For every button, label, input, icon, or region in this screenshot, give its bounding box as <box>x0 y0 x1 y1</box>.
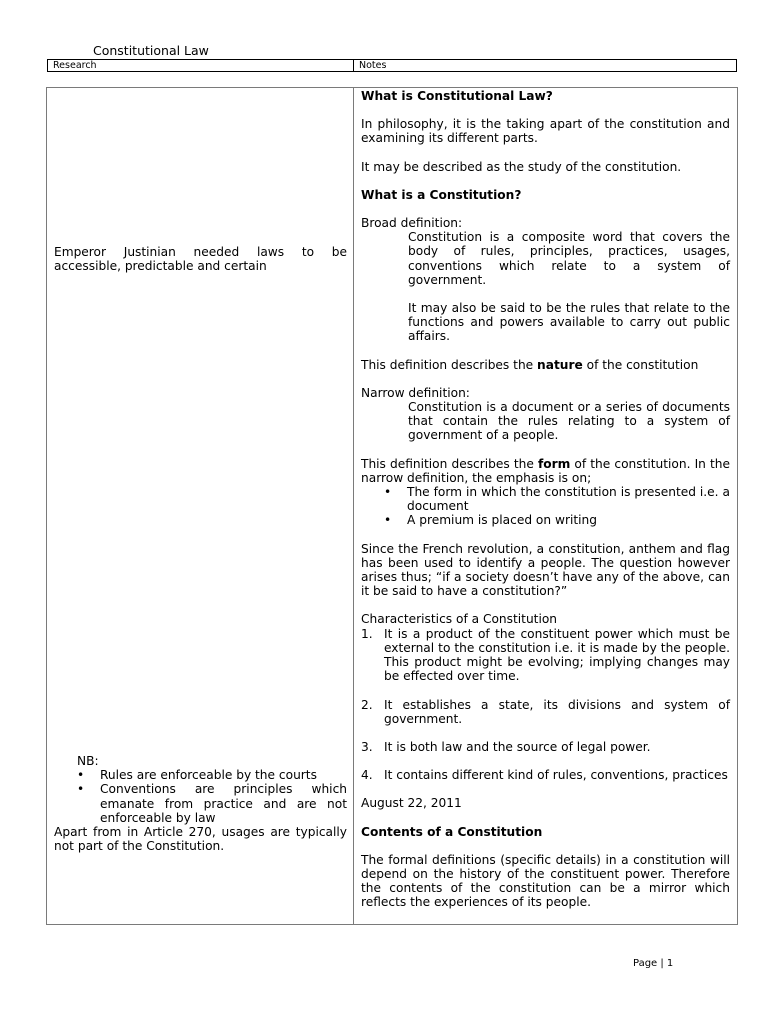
characteristics-label: Characteristics of a Constitution <box>361 612 558 627</box>
paragraph: The formal definitions (specific details) in a constitution will depend on the history of the constituent power. Therefore the contents of the constitution can be a mirror which reflects the experiences of its people. <box>361 852 730 910</box>
nb-list <box>54 768 347 825</box>
form-pre: This definition describes the <box>361 456 538 471</box>
document-title: Constitutional Law <box>93 43 209 58</box>
list-item <box>361 698 730 726</box>
list-item: • Conventions are principles which emanate from practice and are not enforceable by law <box>54 782 347 825</box>
list-text: It establishes a state, its divisions and system of government. <box>384 697 730 726</box>
list-item <box>361 627 730 684</box>
broad-definition-text: Constitution is a composite word that covers the body of rules, principles, practices, usages, conventions which relate to a system of government. <box>408 230 730 287</box>
list-text: It contains different kind of rules, conventions, practices <box>384 768 728 783</box>
nature-pre: This definition describes the <box>361 357 538 372</box>
list-text: It is a product of the constituent power which must be external to the constitution i.e. it is made by the people. This product might be evolving; implying changes may be effected over time. <box>384 626 730 684</box>
nature-word: nature <box>537 357 583 372</box>
heading-what-is-a-constitution: What is a Constitution? <box>361 187 522 202</box>
list-item <box>361 768 730 782</box>
narrow-definition-text: Constitution is a document or a series of documents that contain the rules relating to a system of government of a people. <box>408 400 730 443</box>
form-paragraph <box>361 457 730 485</box>
list-number: 1. <box>361 626 373 641</box>
heading-contents-of-a-constitution: Contents of a Constitution <box>361 824 543 839</box>
list-number: 2. <box>361 697 373 712</box>
list-item: • Rules are enforceable by the courts <box>54 768 347 782</box>
date-line: August 22, 2011 <box>361 796 462 811</box>
list-text: It is both law and the source of legal power. <box>384 739 651 754</box>
list-item: • The form in which the constitution is presented i.e. a document <box>361 485 730 513</box>
usages-note: Apart from in Article 270, usages are typically not part of the Constitution. <box>54 825 347 854</box>
broad-definition-label: Broad definition: <box>361 216 463 231</box>
notes-table <box>46 87 738 925</box>
research-column-header: Research <box>48 60 354 71</box>
narrow-definition-label: Narrow definition: <box>361 385 470 400</box>
form-list <box>361 485 730 528</box>
french-revolution-paragraph: Since the French revolution, a constitution, anthem and flag has been used to identify a people. The question however arises thus; “if a society doesn’t have any of the above, can it be said to have a constitution?” <box>361 541 730 599</box>
column-header-table <box>47 59 737 72</box>
form-word: form <box>537 456 571 471</box>
list-item <box>361 740 730 754</box>
research-column <box>47 88 353 924</box>
paragraph: It may be described as the study of the constitution. <box>361 159 682 174</box>
notes-column <box>354 88 737 910</box>
broad-definition-text: It may also be said to be the rules that relate to the functions and powers available to carry out public affairs. <box>408 301 730 344</box>
justinian-note: Emperor Justinian needed laws to be accessible, predictable and certain <box>54 245 347 274</box>
list-number: 4. <box>361 768 373 783</box>
form-post: of the constitution. In the narrow definition, the emphasis is on; <box>361 456 730 485</box>
list-item: • A premium is placed on writing <box>361 513 730 527</box>
notes-column-header: Notes <box>359 60 387 71</box>
characteristics-list <box>361 627 730 783</box>
list-number: 3. <box>361 739 373 754</box>
nature-post: of the constitution <box>582 357 699 372</box>
nature-paragraph <box>361 358 730 372</box>
page-number: Page | 1 <box>633 958 674 969</box>
paragraph: In philosophy, it is the taking apart of the constitution and examining its different parts. <box>361 117 730 146</box>
nb-label: NB: <box>77 754 99 768</box>
heading-what-is-constitutional-law: What is Constitutional Law? <box>361 89 553 103</box>
